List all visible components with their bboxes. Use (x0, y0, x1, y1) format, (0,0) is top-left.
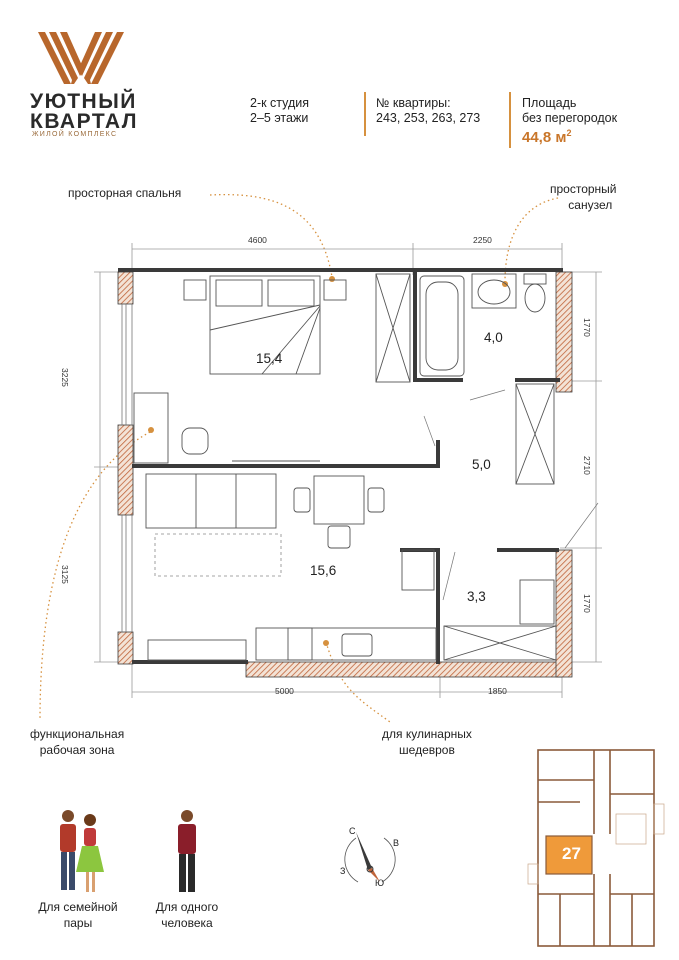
dim-right-bottom: 1770 (582, 594, 592, 613)
area-value: 44,8 (522, 129, 552, 146)
single-person-icon (172, 808, 202, 896)
dim-left-top: 3225 (60, 368, 70, 387)
callout-workzone-line-2: рабочая зона (39, 743, 115, 757)
area-label-2: без перегородок (522, 111, 618, 125)
callout-kitchen-line-1: для кулинарных (382, 727, 472, 741)
dim-right-mid: 2710 (582, 456, 592, 475)
caption-couple-line-1: Для семейной (38, 900, 118, 914)
room-bathroom-area: 4,0 (484, 330, 503, 345)
apartment-type-label: 2-к студия (250, 96, 310, 110)
floors-label: 2–5 этажи (250, 111, 309, 125)
compass-east: В (393, 838, 400, 848)
building-minimap (520, 744, 670, 954)
compass-north: С (349, 826, 356, 836)
room-living-area: 15,6 (310, 563, 337, 578)
logo-line-2: КВАРТАЛ (30, 110, 138, 133)
apartment-numbers-label: № квартиры: (376, 96, 451, 110)
caption-single-line-2: человека (161, 916, 213, 930)
room-closet-area: 3,3 (467, 589, 486, 604)
minimap-unit-label: 27 (562, 844, 581, 863)
caption-single (142, 899, 232, 931)
dim-bottom-left: 5000 (275, 686, 294, 696)
compass-west: З (340, 866, 346, 876)
room-bedroom-area: 15,4 (256, 351, 283, 366)
dim-right-top: 1770 (582, 318, 592, 337)
apartment-numbers-value: 243, 253, 263, 273 (376, 111, 481, 125)
room-hall-area: 5,0 (472, 457, 491, 472)
area-unit-sup: 2 (566, 128, 572, 138)
callout-kitchen-line-2: шедевров (399, 743, 455, 757)
dim-top-left: 4600 (248, 235, 267, 245)
area-unit: м (555, 129, 567, 146)
compass-icon (336, 820, 406, 900)
dim-bottom-right: 1850 (488, 686, 507, 696)
couple-icon (48, 808, 118, 896)
logo-line-1: УЮТНЫЙ (30, 90, 137, 113)
dim-left-bottom: 3125 (60, 565, 70, 584)
callout-bathroom-line-2: санузел (568, 198, 613, 212)
caption-couple (26, 899, 130, 931)
caption-couple-line-2: пары (63, 916, 93, 930)
callout-workzone-line-1: функциональная (30, 727, 125, 741)
compass-south: Ю (375, 878, 385, 888)
logo-subtitle: ЖИЛОЙ КОМПЛЕКС (32, 131, 118, 138)
area-label-1: Площадь (522, 96, 577, 110)
callout-bedroom: просторная спальня (68, 186, 182, 200)
callout-bathroom-line-1: просторный (550, 182, 617, 196)
dim-top-right: 2250 (473, 235, 492, 245)
caption-single-line-1: Для одного (155, 900, 219, 914)
